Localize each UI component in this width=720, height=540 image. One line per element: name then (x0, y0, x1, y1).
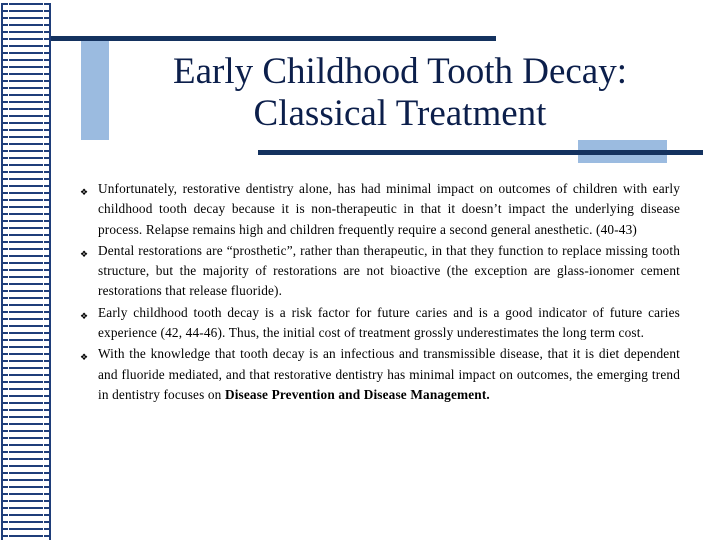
diamond-bullet-icon (80, 244, 88, 264)
bullet-text: Dental restorations are “prosthetic”, rather than therapeutic, in that they function to replace missing tooth structure, but the majority of restorations are not bioactive (the exception are glass-ionomer cement restorations that release fluoride). (98, 242, 680, 299)
diamond-bullet-icon (80, 306, 88, 326)
bullet-item (80, 344, 680, 405)
title-rule-top (51, 36, 496, 41)
diamond-bullet-icon (80, 182, 88, 202)
bullet-emphasis-text: Disease Prevention and Disease Management. (224, 386, 490, 402)
slide-title-line-1: Early Childhood Tooth Decay: (172, 51, 627, 92)
bullet-list (80, 179, 680, 406)
decorative-grid-strip (1, 3, 51, 540)
slide-title-line-2: Classical Treatment (253, 93, 547, 134)
title-rule-bottom (258, 150, 703, 155)
bullet-text: Unfortunately, restorative dentistry alone, has had minimal impact on outcomes of children with early childhood tooth decay because it is non-therapeutic in that it doesn’t impact the underlying disease process. Relapse remains high and children frequently require a second general anesthetic. (40-43) (98, 181, 680, 237)
accent-box-top (81, 38, 109, 140)
bullet-text: Early childhood tooth decay is a risk factor for future caries and is a good indicator of future caries experience (42, 44-46). Thus, the initial cost of treatment grossly underestimates the long term cost. (98, 304, 680, 341)
bullet-item (80, 241, 680, 302)
bullet-item (80, 179, 680, 240)
slide-title (110, 51, 690, 135)
bullet-item (80, 303, 680, 344)
bullet-text: With the knowledge that tooth decay is an infectious and transmissible disease, that it is diet dependent and fluoride mediated, and that restorative dentistry has minimal impact on outcomes, the emerging trend in dentistry focuses on (98, 346, 680, 402)
diamond-bullet-icon (80, 347, 88, 367)
